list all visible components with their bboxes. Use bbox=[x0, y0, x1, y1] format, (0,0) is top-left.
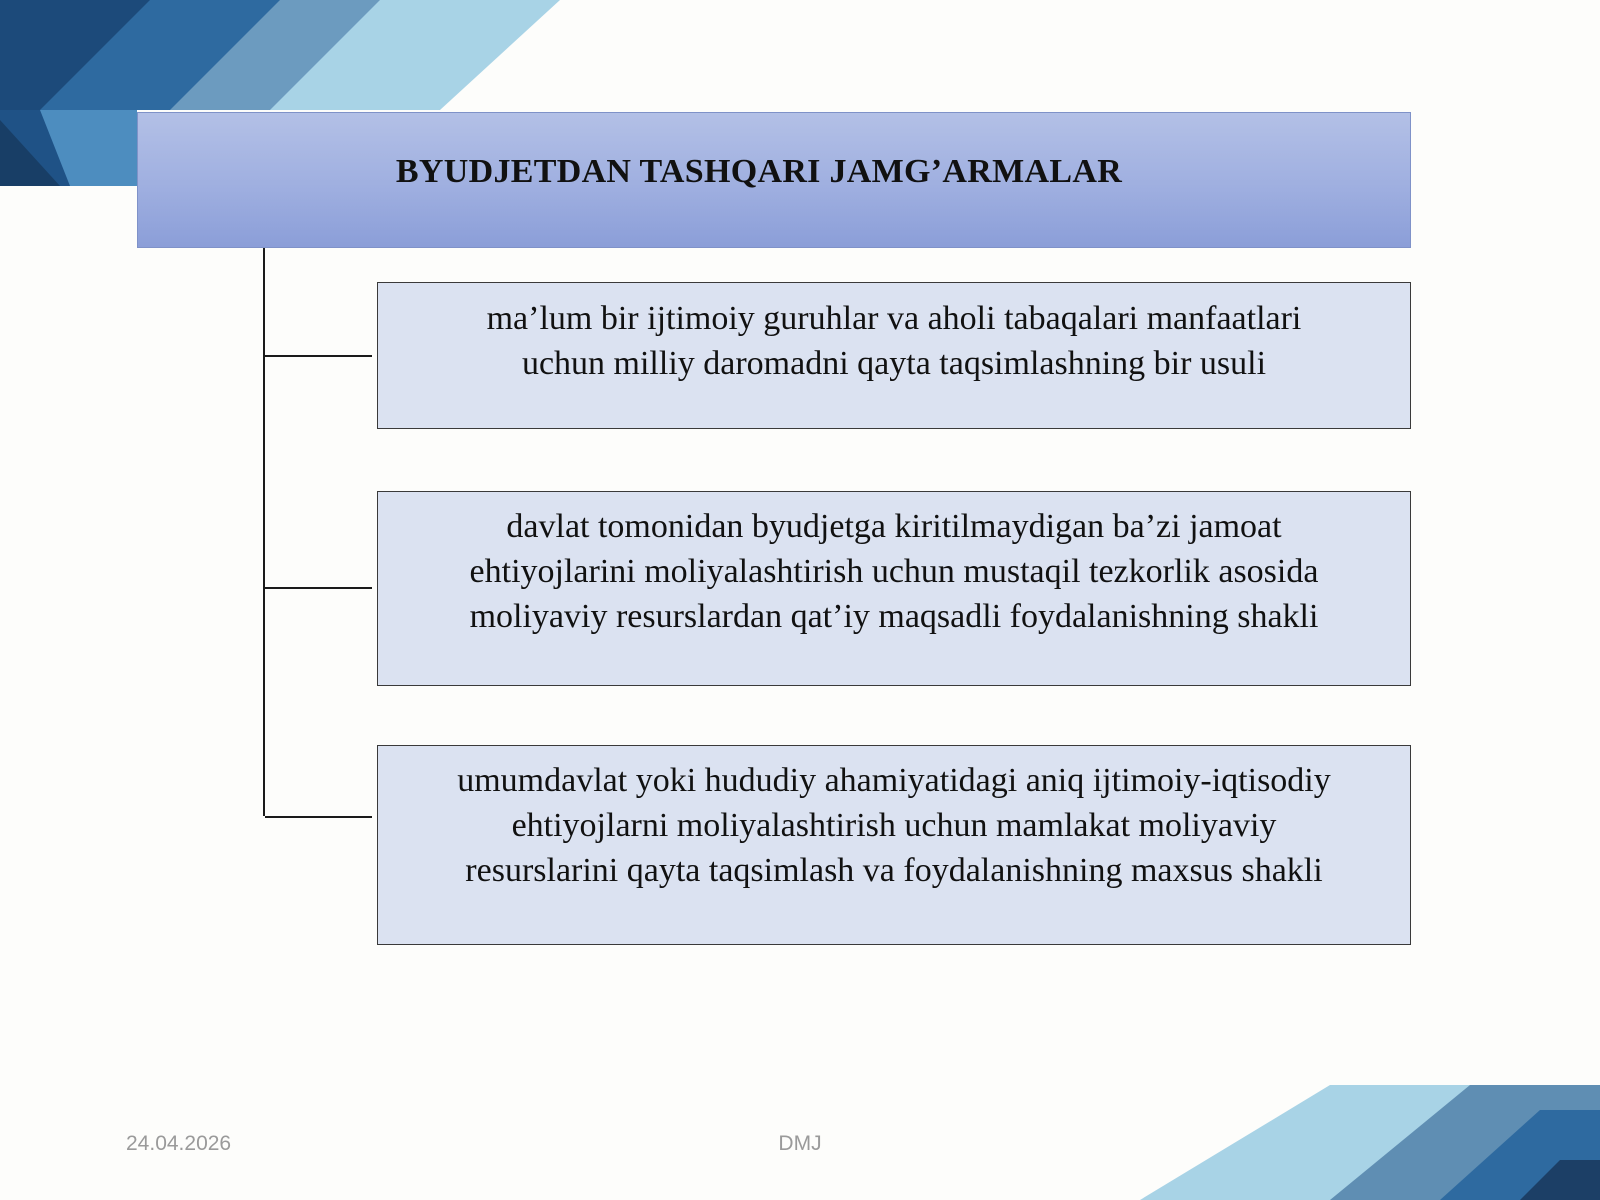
connector-vertical bbox=[263, 248, 265, 816]
footer-date: 24.04.2026 bbox=[126, 1132, 232, 1155]
definition-text-1: ma’lum bir ijtimoiy guruhlar va aholi tabaqalari manfaatlari uchun milliy daromadni qayta taqsimlashning bir usuli bbox=[486, 300, 1302, 382]
definition-box-2 bbox=[377, 491, 1411, 686]
definition-box-1 bbox=[377, 282, 1411, 429]
definition-text-2: davlat tomonidan byudjetga kiritilmaydigan ba’zi jamoat ehtiyojlarini moliyalashtirish uchun mustaqil tezkorlik asosida moliyaviy resurslardan qat’iy maqsadli foydalanishning shakli bbox=[469, 508, 1319, 635]
definition-text-3: umumdavlat yoki hududiy ahamiyatidagi aniq ijtimoiy-iqtisodiy ehtiyojlarni moliyalashtirish uchun mamlakat moliyaviy resurslarini qayta taqsimlash va foydalanishning maxsus shakli bbox=[457, 762, 1331, 889]
bottom-right-decoration bbox=[1140, 1085, 1600, 1200]
title-box bbox=[137, 112, 1411, 248]
footer-label: DMJ bbox=[778, 1132, 822, 1155]
connector-branch-3 bbox=[265, 816, 372, 818]
diagram-title: BYUDJETDAN TASHQARI JAMG’ARMALAR bbox=[395, 153, 1123, 190]
definition-box-3 bbox=[377, 745, 1411, 945]
connector-branch-1 bbox=[265, 355, 372, 357]
connector-branch-2 bbox=[265, 587, 372, 589]
